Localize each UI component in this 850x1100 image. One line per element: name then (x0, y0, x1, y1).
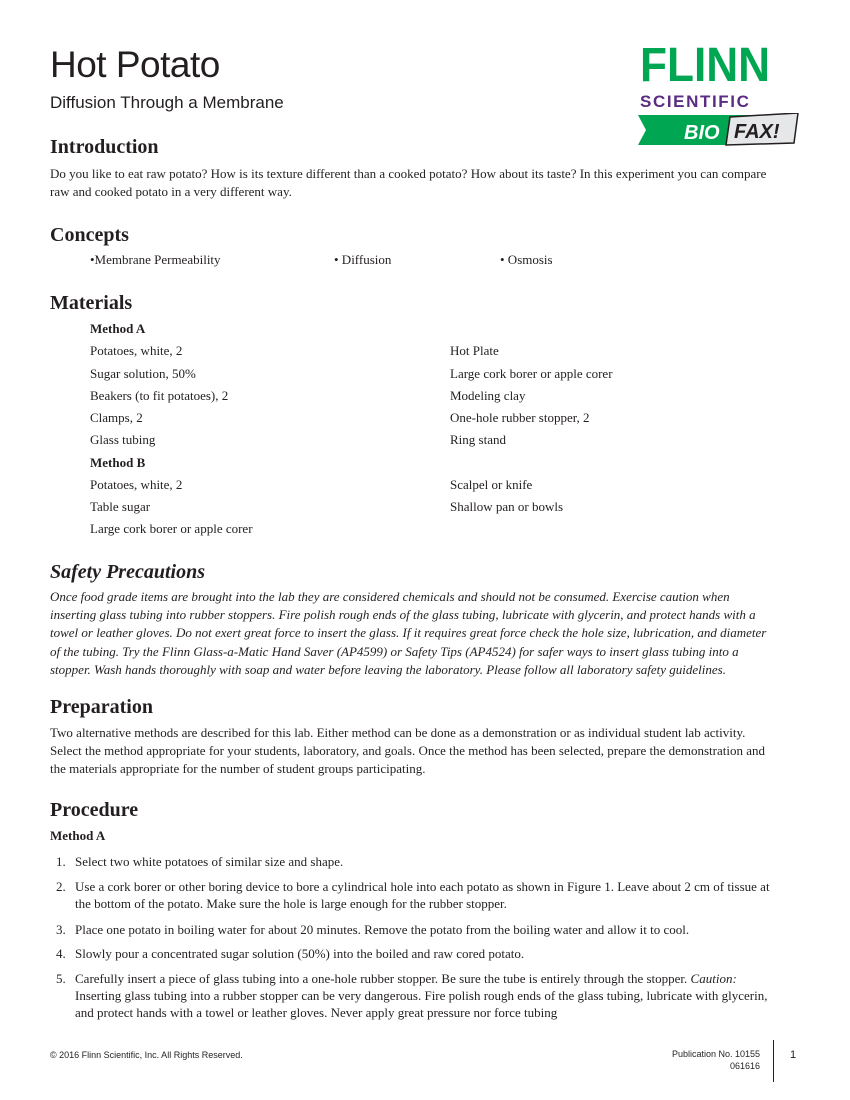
material-item: Table sugar (90, 499, 151, 514)
publication-code: 061616 (729, 1061, 760, 1071)
safety-text: Once food grade items are brought into the lab they are considered chemicals and should not be consumed. Exercise caution when inserting glass tubing into rubber stoppers. Fire polish rough ends of the glass tubing, lubricate with glycerin, and protect hands with a towel or leather gloves. Do not exert great force to insert the glass. If it requires great force check the hole size, lubrication, and diameter of the tubing. Try the Flinn Glass-a-Matic Hand Saver (AP4599) or Safety Tips (AP4524) for safer ways to insert glass tubing into a stopper. Wash hands thoroughly with soap and water before leaving the laboratory. Please follow all laboratory safety guidelines. (50, 589, 767, 677)
page-title: Hot Potato (50, 44, 220, 85)
material-item: Ring stand (450, 432, 506, 447)
procedure-method-label: Method A (50, 828, 106, 843)
material-item: One-hole rubber stopper, 2 (450, 410, 590, 425)
logo-flinn-text: FLINN (640, 39, 771, 92)
introduction-heading: Introduction (50, 136, 159, 158)
step-number: 1. (56, 854, 66, 869)
concept-item: • Osmosis (500, 252, 553, 267)
concepts-heading: Concepts (50, 224, 129, 246)
copyright-text: © 2016 Flinn Scientific, Inc. All Rights Reserved. (50, 1050, 243, 1060)
material-item: Modeling clay (450, 388, 526, 403)
materials-heading: Materials (50, 292, 133, 314)
method-b-label: Method B (90, 455, 146, 470)
safety-heading: Safety Precautions (50, 561, 205, 583)
material-item: Beakers (to fit potatoes), 2 (90, 388, 229, 403)
step-number: 3. (56, 922, 66, 937)
banner-fax-text: FAX! (734, 121, 780, 143)
caution-label: Caution: (690, 971, 737, 986)
material-item: Potatoes, white, 2 (90, 343, 183, 358)
step-text: Use a cork borer or other boring device to bore a cylindrical hole into each potato as shown in Figure 1. Leave about 2 cm of tissue at the bottom of the potato. Make sure the hole is large enough for the rubber stopper. (75, 879, 770, 911)
step-text: Select two white potatoes of similar size and shape. (75, 854, 344, 869)
procedure-heading: Procedure (50, 799, 139, 821)
publication-info (600, 1048, 760, 1072)
concept-item: • Diffusion (334, 252, 392, 267)
material-item: Hot Plate (450, 343, 499, 358)
flinn-scientific-logo (638, 39, 803, 148)
concept-item: •Membrane Permeability (90, 252, 221, 267)
method-a-label: Method A (90, 321, 146, 336)
material-item: Sugar solution, 50% (90, 366, 196, 381)
page-number: 1 (790, 1049, 797, 1061)
banner-bio-text: BIO (684, 122, 720, 144)
publication-number: Publication No. 10155 (671, 1049, 760, 1059)
preparation-heading: Preparation (50, 696, 153, 718)
footer-divider (773, 1040, 774, 1082)
logo-scientific-text: SCIENTIFIC (640, 92, 751, 111)
biofax-banner (638, 113, 803, 147)
material-item: Shallow pan or bowls (450, 499, 564, 514)
material-item: Large cork borer or apple corer (450, 366, 613, 381)
step-number: 2. (56, 879, 66, 894)
material-item: Scalpel or knife (450, 477, 533, 492)
page-subtitle: Diffusion Through a Membrane (50, 93, 284, 112)
preparation-text: Two alternative methods are described for this lab. Either method can be done as a demonstration or as individual student lab activity. Select the method appropriate for your students, laboratory, and goals. Once the method has been selected, prepare the demonstration and the materials appropriate for the number of student groups participating. (50, 725, 765, 776)
step-number: 5. (56, 971, 66, 986)
step-text-part: Carefully insert a piece of glass tubing into a one-hole rubber stopper. Be sure the tube is entirely through the stopper. (75, 971, 691, 986)
material-item: Glass tubing (90, 432, 156, 447)
step-text: Slowly pour a concentrated sugar solution (50%) into the boiled and raw cored potato. (75, 946, 525, 961)
step-text-part: Inserting glass tubing into a rubber stopper can be very dangerous. Fire polish rough ends of the glass tubing, lubricate with glycerin, and protect hands with a towel or leather gloves. Never apply great pressure nor force tubing (75, 988, 768, 1020)
introduction-text: Do you like to eat raw potato? How is its texture different than a cooked potato? How about its taste? In this experiment you can compare raw and cooked potato in a very different way. (50, 166, 767, 199)
material-item: Clamps, 2 (90, 410, 143, 425)
step-number: 4. (56, 946, 66, 961)
material-item: Potatoes, white, 2 (90, 477, 183, 492)
material-item: Large cork borer or apple corer (90, 521, 253, 536)
step-text (75, 970, 772, 1021)
step-text: Place one potato in boiling water for about 20 minutes. Remove the potato from the boiling water and allow it to cool. (75, 922, 690, 937)
